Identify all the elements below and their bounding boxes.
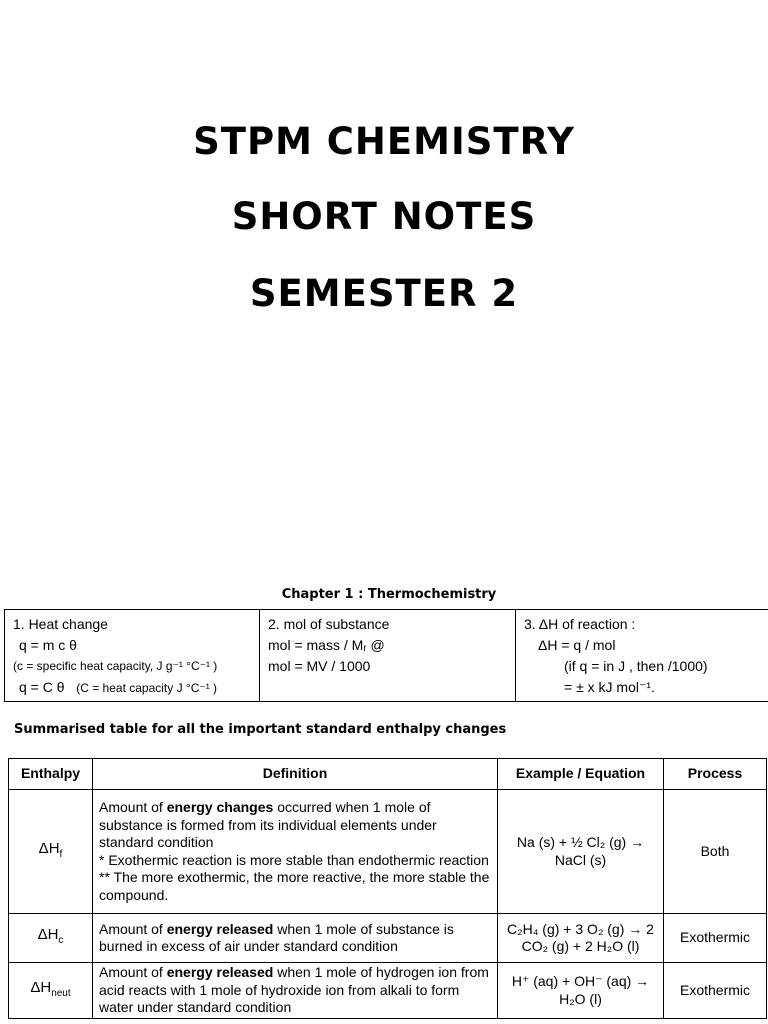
- def-post: occurred when 1 mole of substance is formed from its individual elements under standard condition: [99, 799, 437, 850]
- symbol-text: ΔH: [37, 926, 59, 944]
- enthalpy-table: [8, 758, 767, 1019]
- mol-cell: [260, 610, 516, 702]
- process-cell: Exothermic: [664, 914, 767, 963]
- definition-text: [99, 799, 491, 852]
- equation-cell: Na (s) + ½ Cl₂ (g) → NaCl (s): [498, 790, 664, 914]
- table-row: [9, 790, 767, 914]
- def-pre: Amount of: [99, 920, 167, 937]
- symbol-text: ΔH: [38, 839, 60, 857]
- mol-eq1: mol = mass / Mᵣ @: [268, 637, 385, 653]
- mol-title: 2. mol of substance: [268, 616, 390, 632]
- def-bold: energy released: [166, 920, 274, 937]
- symbol-subscript: neut: [51, 987, 71, 999]
- def-pre: Amount of: [99, 799, 167, 815]
- heat-change-cell: [5, 610, 260, 702]
- cover-title-line1: STPM CHEMISTRY: [193, 120, 575, 163]
- header-process: Process: [664, 759, 767, 790]
- heat-change-note1: (c = specific heat capacity, J g⁻¹ °C⁻¹ ): [13, 659, 218, 673]
- formula-table: [4, 609, 768, 702]
- enthalpy-symbol: [9, 914, 93, 963]
- heat-change-title: 1. Heat change: [13, 616, 108, 632]
- dh-reaction-title: 3. ΔH of reaction :: [524, 616, 636, 632]
- chapter-heading: Chapter 1 : Thermochemistry: [281, 587, 497, 602]
- mol-eq2: mol = MV / 1000: [268, 658, 371, 674]
- heat-change-eq1: q = m c θ: [19, 637, 77, 653]
- enthalpy-table-header: [9, 759, 767, 790]
- process-cell: Exothermic: [664, 963, 767, 1019]
- heat-change-eq2-line: [13, 677, 259, 699]
- definition-text: [99, 964, 491, 1017]
- summary-heading: Summarised table for all the important standard enthalpy changes: [14, 722, 507, 737]
- dh-reaction-eq3: = ± x kJ mol⁻¹.: [564, 679, 655, 695]
- cover-title-line2: SHORT NOTES: [231, 195, 537, 238]
- dh-reaction-eq1: ΔH = q / mol: [538, 637, 616, 653]
- symbol-subscript: c: [58, 935, 64, 947]
- heat-change-eq2: q = C θ: [19, 679, 65, 695]
- enthalpy-symbol: [9, 790, 93, 914]
- def-post: when 1 mole of substance is burned in excess of air under standard condition: [99, 920, 454, 954]
- dh-reaction-eq2: (if q = in J , then /1000): [564, 658, 708, 674]
- definition-note2: ** The more exothermic, the more reactive, the more stable the compound.: [99, 869, 490, 903]
- table-row: [9, 963, 767, 1019]
- def-pre: Amount of: [99, 964, 167, 981]
- definition-cell: [93, 790, 498, 914]
- definition-cell: [93, 963, 498, 1019]
- enthalpy-symbol: [9, 963, 93, 1019]
- header-enthalpy: Enthalpy: [9, 759, 93, 790]
- table-row: [9, 914, 767, 963]
- def-bold: energy released: [166, 964, 274, 981]
- equation-cell: C₂H₄ (g) + 3 O₂ (g) → 2 CO₂ (g) + 2 H₂O (l): [498, 914, 664, 963]
- symbol-text: ΔH: [30, 978, 52, 996]
- def-post: when 1 mole of hydrogen ion from acid reacts with 1 mole of hydroxide ion from alkali to form water under standard condition: [99, 964, 489, 1016]
- dh-reaction-cell: [516, 610, 768, 702]
- symbol-subscript: f: [59, 848, 63, 860]
- cover-title-line3: SEMESTER 2: [249, 272, 519, 315]
- heat-change-note2: (C = heat capacity J °C⁻¹ ): [76, 681, 218, 695]
- def-bold: energy changes: [166, 799, 274, 815]
- header-example: Example / Equation: [498, 759, 664, 790]
- process-cell: Both: [664, 790, 767, 914]
- header-definition: Definition: [93, 759, 498, 790]
- equation-cell: H⁺ (aq) + OH⁻ (aq) → H₂O (l): [498, 963, 664, 1019]
- definition-text: [99, 921, 491, 956]
- definition-note1: * Exothermic reaction is more stable than endothermic reaction: [99, 851, 489, 868]
- definition-cell: [93, 914, 498, 963]
